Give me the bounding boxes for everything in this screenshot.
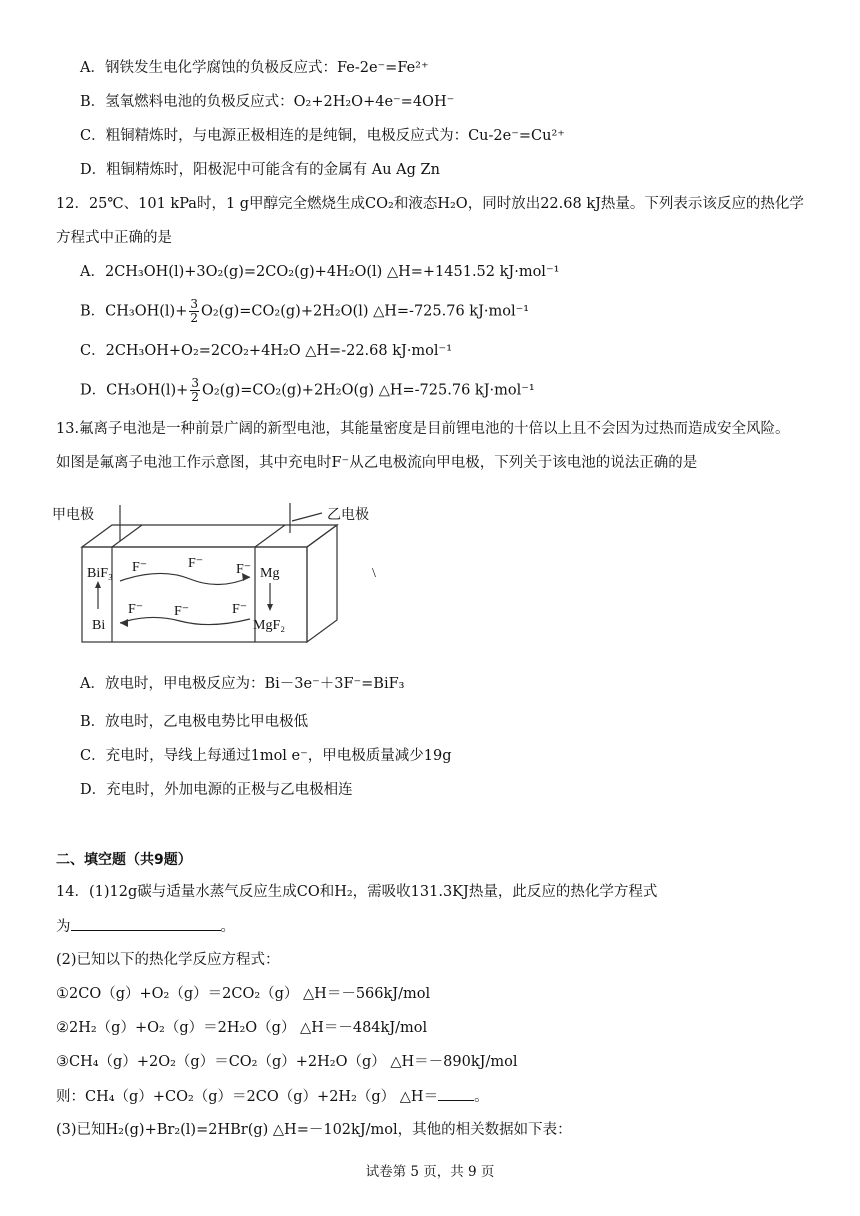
fraction-numerator: 3 — [190, 297, 198, 311]
answer-blank[interactable] — [71, 916, 221, 931]
q14-part1-suffix: 。 — [220, 919, 235, 935]
fluoride-ion-label: F⁻ — [128, 602, 144, 617]
q12-stem-line1: 12．25℃、101 kPa时，1 g甲醇完全燃烧生成CO₂和液态H₂O，同时放出22.68 kJ热量。下列表示该反应的热化学 — [56, 196, 804, 212]
q12-option-d-suffix: O₂(g)=CO₂(g)+2H₂O(g) △H=-725.76 kJ·mol⁻¹ — [201, 382, 535, 399]
q14-equation-1: ①2CO（g）+O₂（g）＝2CO₂（g） △H＝－566kJ/mol — [56, 986, 431, 1002]
cell-side-face — [307, 525, 337, 642]
q12-option-b — [80, 298, 529, 325]
q12-option-b-suffix: O₂(g)=CO₂(g)+2H₂O(l) △H=-725.76 kJ·mol⁻¹ — [200, 303, 530, 320]
bif3-label: BiF₃ — [87, 566, 113, 581]
q14-equation-3: ③CH₄（g）+2O₂（g）＝CO₂（g）+2H₂O（g） △H＝－890kJ/mol — [56, 1054, 518, 1070]
q14-result-line — [56, 1086, 489, 1107]
fraction-three-halves — [190, 377, 200, 404]
mg-label: Mg — [260, 566, 280, 581]
fraction-three-halves — [189, 298, 199, 325]
q13-option-a: A．放电时，甲电极反应为：Bi－3e⁻＋3F⁻=BiF₃ — [80, 676, 405, 692]
q13-option-d: D．充电时，外加电源的正极与乙电极相连 — [80, 782, 353, 798]
q13-stem-line2: 如图是氟离子电池工作示意图，其中充电时F⁻从乙电极流向甲电极，下列关于该电池的说法正确的是 — [56, 455, 698, 471]
fraction-denominator: 2 — [191, 390, 199, 404]
fraction-denominator: 2 — [190, 311, 198, 325]
q14-result-prefix: 则：CH₄（g）+CO₂（g）＝2CO（g）+2H₂（g） △H＝ — [56, 1089, 439, 1105]
section-title: 二、填空题（共9题） — [56, 852, 192, 868]
q14-part1-line1: 14．(1)12g碳与适量水蒸气反应生成CO和H₂，需吸收131.3KJ热量，此反应的热化学方程式 — [56, 884, 658, 900]
ion-flow-arrow-top — [120, 573, 250, 584]
mgf2-label: MgF₂ — [253, 618, 286, 633]
q14-part3: (3)已知H₂(g)+Br₂(l)=2HBr(g) △H=－102kJ/mol，其他的相关数据如下表： — [56, 1122, 572, 1138]
q11-option-b: B．氢氧燃料电池的负极反应式：O₂+2H₂O+4e⁻=4OH⁻ — [80, 94, 455, 110]
fluoride-ion-label: F⁻ — [188, 556, 204, 571]
fluoride-ion-label: F⁻ — [132, 560, 148, 575]
page-footer: 试卷第 5 页，共 9 页 — [365, 1164, 495, 1180]
fluoride-ion-label: F⁻ — [174, 604, 190, 619]
q12-option-c: C．2CH₃OH+O₂=2CO₂+4H₂O △H=-22.68 kJ·mol⁻¹ — [80, 343, 453, 359]
q14-equation-2: ②2H₂（g）+O₂（g）＝2H₂O（g） △H＝－484kJ/mol — [56, 1020, 428, 1036]
q12-stem-line2: 方程式中正确的是 — [56, 230, 172, 246]
fraction-numerator: 3 — [191, 376, 199, 390]
q11-option-a: A．钢铁发生电化学腐蚀的负极反应式：Fe-2e⁻=Fe²⁺ — [80, 60, 429, 76]
q14-result-suffix: 。 — [474, 1089, 489, 1105]
q13-option-b: B．放电时，乙电极电势比甲电极低 — [80, 714, 309, 730]
q13-stem-line1: 13.氟离子电池是一种前景广阔的新型电池，其能量密度是目前锂电池的十倍以上且不会因为过热而造成安全风险。 — [56, 421, 790, 437]
stray-mark: \ — [372, 566, 376, 581]
right-electrode-label: 乙电极 — [327, 508, 369, 523]
q12-option-b-prefix: B．CH₃OH(l)+ — [80, 303, 188, 320]
q11-option-c: C．粗铜精炼时，与电源正极相连的是纯铜，电极反应式为：Cu-2e⁻=Cu²⁺ — [80, 128, 565, 144]
q14-part2-title: (2)已知以下的热化学反应方程式： — [56, 952, 280, 968]
fluoride-ion-label: F⁻ — [232, 602, 248, 617]
battery-diagram — [50, 495, 390, 660]
q12-option-d — [80, 377, 535, 404]
q13-option-c: C．充电时，导线上每通过1mol e⁻，甲电极质量减少19g — [80, 748, 452, 764]
left-electrode-label: 甲电极 — [52, 508, 94, 523]
q12-option-a: A．2CH₃OH(l)+3O₂(g)=2CO₂(g)+4H₂O(l) △H=+1451.52 kJ·mol⁻¹ — [80, 264, 560, 280]
q14-part1-prefix: 为 — [56, 919, 71, 935]
q14-part1-line2 — [56, 916, 235, 937]
q11-option-d: D．粗铜精炼时，阳极泥中可能含有的金属有 Au Ag Zn — [80, 162, 440, 178]
bi-label: Bi — [92, 618, 106, 633]
answer-blank[interactable] — [438, 1086, 474, 1101]
fluoride-ion-label: F⁻ — [236, 562, 252, 577]
q12-option-d-prefix: D．CH₃OH(l)+ — [80, 382, 189, 399]
